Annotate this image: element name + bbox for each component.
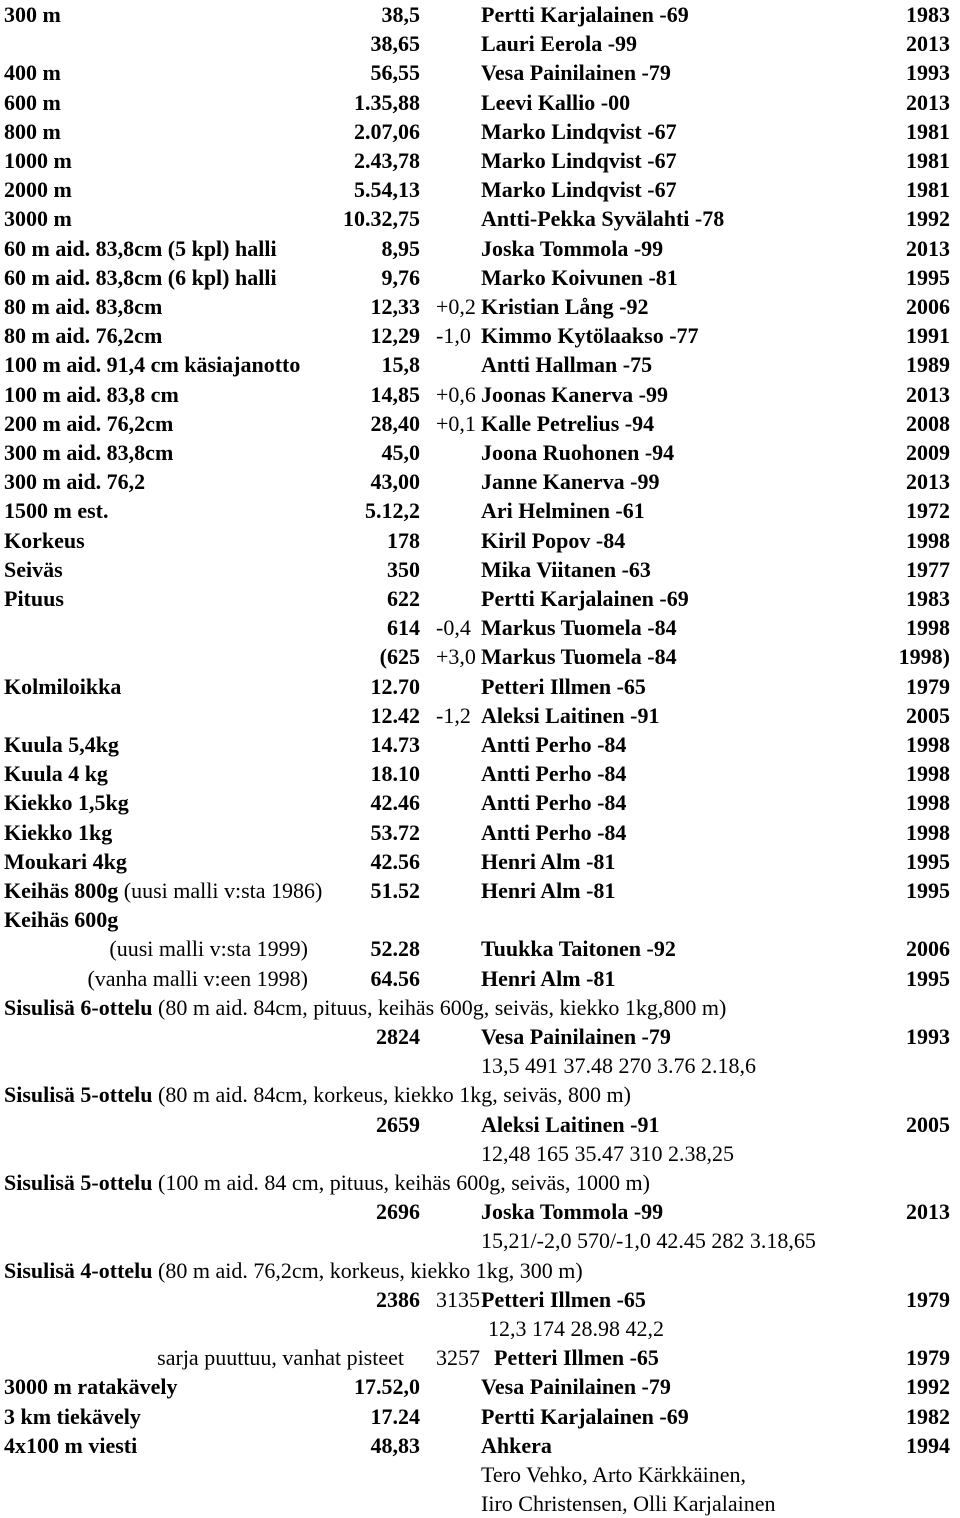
event-name: 400 m bbox=[4, 60, 61, 86]
year: 2006 bbox=[906, 294, 950, 319]
old-scoring-note: sarja puuttuu, vanhat pisteet bbox=[157, 1345, 404, 1371]
record-row bbox=[0, 788, 960, 817]
result: 14.73 bbox=[370, 732, 420, 757]
result: 2.07,06 bbox=[354, 118, 420, 144]
result: 8,95 bbox=[381, 235, 420, 261]
event-name: 1000 m bbox=[4, 148, 72, 173]
combined-name: Sisulisä 5-ottelu bbox=[4, 1170, 153, 1195]
athlete: Antti Perho -84 bbox=[481, 732, 627, 757]
year: 1993 bbox=[906, 60, 950, 86]
combined-result-row bbox=[0, 1110, 960, 1139]
combined-splits-row bbox=[0, 1314, 960, 1343]
event-name: 80 m aid. 76,2cm bbox=[4, 323, 163, 349]
year: 1998) bbox=[898, 644, 950, 670]
combined-result-row bbox=[0, 1285, 960, 1314]
result: 43,00 bbox=[370, 469, 420, 495]
event-name: Kiekko 1,5kg bbox=[4, 790, 129, 816]
old-scoring-row bbox=[0, 1343, 960, 1372]
athlete: Henri Alm -81 bbox=[481, 965, 616, 991]
points: 2696 bbox=[376, 1199, 420, 1225]
record-row bbox=[0, 672, 960, 701]
athlete: Antti-Pekka Syvälahti -78 bbox=[481, 206, 725, 232]
javelin600-row bbox=[0, 934, 960, 963]
athlete: Kimmo Kytölaakso -77 bbox=[481, 323, 699, 349]
year: 1998 bbox=[906, 527, 950, 553]
year: 2013 bbox=[906, 1199, 950, 1225]
event-name: 60 m aid. 83,8cm (6 kpl) halli bbox=[4, 264, 277, 290]
year: 2005 bbox=[906, 702, 950, 728]
record-row bbox=[0, 350, 960, 379]
result: 5.54,13 bbox=[354, 177, 420, 203]
result: 2.43,78 bbox=[354, 148, 420, 173]
record-row bbox=[0, 146, 960, 175]
event-name: Kolmiloikka bbox=[4, 673, 122, 699]
record-row bbox=[0, 847, 960, 876]
event-name: Keihäs 600g bbox=[4, 907, 119, 933]
record-row bbox=[0, 438, 960, 467]
combined-result-row bbox=[0, 1197, 960, 1226]
record-row bbox=[0, 29, 960, 58]
result: 10.32,75 bbox=[343, 206, 420, 232]
event-name: 300 m bbox=[4, 2, 61, 27]
wind-reading: -1,0 bbox=[436, 323, 471, 349]
year: 1981 bbox=[906, 148, 950, 173]
result: 12.70 bbox=[370, 673, 420, 699]
record-row bbox=[0, 701, 960, 730]
year: 1977 bbox=[906, 556, 950, 582]
year: 1994 bbox=[906, 1432, 950, 1458]
athlete: Vesa Painilainen -79 bbox=[481, 1374, 671, 1400]
result: 178 bbox=[387, 527, 420, 553]
event-name: Korkeus bbox=[4, 527, 85, 553]
result: 64.56 bbox=[370, 965, 420, 991]
record-row bbox=[0, 642, 960, 671]
result: 42.56 bbox=[370, 848, 420, 874]
year: 1979 bbox=[906, 673, 950, 699]
year: 1989 bbox=[906, 352, 950, 378]
event-name: Pituus bbox=[4, 586, 64, 611]
result: 48,83 bbox=[370, 1432, 420, 1458]
result: 45,0 bbox=[381, 440, 420, 465]
year: 1983 bbox=[906, 586, 950, 611]
athlete: Joonas Kanerva -99 bbox=[481, 381, 668, 407]
combined-splits-row bbox=[0, 1139, 960, 1168]
athlete: Marko Lindqvist -67 bbox=[481, 177, 677, 203]
athlete: Petteri Illmen -65 bbox=[481, 673, 646, 699]
athlete: Marko Koivunen -81 bbox=[481, 264, 678, 290]
athlete: Petteri Illmen -65 bbox=[481, 1286, 646, 1312]
year: 1998 bbox=[906, 819, 950, 845]
event-name: 2000 m bbox=[4, 177, 72, 203]
year: 1982 bbox=[906, 1403, 950, 1429]
athlete: Marko Lindqvist -67 bbox=[481, 118, 677, 144]
year: 1998 bbox=[906, 790, 950, 816]
year: 2013 bbox=[906, 31, 950, 57]
record-row bbox=[0, 876, 960, 905]
event-splits: 15,21/-2,0 570/-1,0 42.45 282 3.18,65 bbox=[481, 1228, 816, 1254]
combined-events: (80 m aid. 84cm, korkeus, kiekko 1kg, seiväs, 800 m) bbox=[152, 1082, 631, 1108]
combined-name: Sisulisä 4-ottelu bbox=[4, 1257, 153, 1283]
points: 2824 bbox=[376, 1024, 420, 1049]
record-row bbox=[0, 263, 960, 292]
athlete: Henri Alm -81 bbox=[481, 848, 616, 874]
athlete: Kristian Lång -92 bbox=[481, 294, 649, 319]
athlete: Janne Kanerva -99 bbox=[481, 469, 660, 495]
combined-title bbox=[4, 1256, 583, 1285]
record-row bbox=[0, 321, 960, 350]
result: 38,5 bbox=[381, 2, 420, 27]
athlete: Antti Perho -84 bbox=[481, 790, 627, 816]
event-name: Kuula 5,4kg bbox=[4, 732, 119, 757]
record-row bbox=[0, 584, 960, 613]
result: (625 bbox=[379, 644, 420, 670]
athlete: Aleksi Laitinen -91 bbox=[481, 1111, 660, 1137]
result: 53.72 bbox=[370, 819, 420, 845]
event-name: 4x100 m viesti bbox=[4, 1432, 138, 1458]
year: 1998 bbox=[906, 732, 950, 757]
combined-heading-row bbox=[0, 1168, 960, 1197]
result: 614 bbox=[387, 615, 420, 641]
year: 1981 bbox=[906, 177, 950, 203]
event-splits: 12,48 165 35.47 310 2.38,25 bbox=[481, 1140, 734, 1166]
athlete: Pertti Karjalainen -69 bbox=[481, 586, 689, 611]
result: 622 bbox=[387, 586, 420, 611]
athlete: Vesa Painilainen -79 bbox=[481, 60, 671, 86]
record-row bbox=[0, 88, 960, 117]
combined-splits-row bbox=[0, 1051, 960, 1080]
record-row bbox=[0, 1402, 960, 1431]
athlete: Joona Ruohonen -94 bbox=[481, 440, 675, 465]
result: 17.24 bbox=[370, 1403, 420, 1429]
year: 1995 bbox=[906, 965, 950, 991]
team-name: Ahkera bbox=[481, 1432, 552, 1458]
relay-members: Iiro Christensen, Olli Karjalainen bbox=[481, 1491, 776, 1517]
javelin600-row bbox=[0, 964, 960, 993]
year: 1998 bbox=[906, 615, 950, 641]
year: 1983 bbox=[906, 2, 950, 27]
event-name: 100 m aid. 91,4 cm käsiajanotto bbox=[4, 352, 301, 378]
combined-splits-row bbox=[0, 1226, 960, 1255]
record-row bbox=[0, 0, 960, 29]
combined-result-row bbox=[0, 1022, 960, 1051]
combined-events: (80 m aid. 76,2cm, korkeus, kiekko 1kg, 300 m) bbox=[152, 1257, 583, 1283]
record-row bbox=[0, 380, 960, 409]
result: 5.12,2 bbox=[365, 498, 420, 524]
year: 1972 bbox=[906, 498, 950, 524]
wind-reading: +0,1 bbox=[436, 410, 476, 436]
athlete: Vesa Painilainen -79 bbox=[481, 1024, 671, 1049]
event-name: 3000 m bbox=[4, 206, 72, 232]
athlete: Marko Lindqvist -67 bbox=[481, 148, 677, 173]
record-row bbox=[0, 234, 960, 263]
event-name: 3000 m ratakävely bbox=[4, 1374, 178, 1400]
result: 14,85 bbox=[370, 381, 420, 407]
year: 1995 bbox=[906, 878, 950, 903]
combined-title bbox=[4, 1080, 631, 1109]
combined-heading-row bbox=[0, 1080, 960, 1109]
record-row bbox=[0, 58, 960, 87]
athlete: Ari Helminen -61 bbox=[481, 498, 645, 524]
wind-reading: -1,2 bbox=[436, 702, 471, 728]
event-label: Keihäs 800g bbox=[4, 878, 119, 903]
combined-title bbox=[4, 993, 726, 1022]
athlete: Mika Viitanen -63 bbox=[481, 556, 651, 582]
record-row bbox=[0, 292, 960, 321]
result: 17.52,0 bbox=[354, 1374, 420, 1400]
event-name: 600 m bbox=[4, 89, 61, 115]
record-row bbox=[0, 467, 960, 496]
relay-members-row bbox=[0, 1489, 960, 1518]
combined-name: Sisulisä 5-ottelu bbox=[4, 1082, 153, 1108]
athlete: Antti Hallman -75 bbox=[481, 352, 653, 378]
record-row bbox=[0, 204, 960, 233]
event-name: 60 m aid. 83,8cm (5 kpl) halli bbox=[4, 235, 277, 261]
year: 1998 bbox=[906, 761, 950, 787]
result: 52.28 bbox=[370, 936, 420, 962]
javelin600-heading-row bbox=[0, 905, 960, 934]
athlete: Antti Perho -84 bbox=[481, 819, 627, 845]
year: 1995 bbox=[906, 848, 950, 874]
record-row bbox=[0, 555, 960, 584]
athlete: Antti Perho -84 bbox=[481, 761, 627, 787]
record-row bbox=[0, 526, 960, 555]
relay-row bbox=[0, 1431, 960, 1460]
combined-heading-row bbox=[0, 993, 960, 1022]
athlete: Henri Alm -81 bbox=[481, 878, 616, 903]
athlete: Kalle Petrelius -94 bbox=[481, 410, 655, 436]
result: 15,8 bbox=[381, 352, 420, 378]
relay-members: Tero Vehko, Arto Kärkkäinen, bbox=[481, 1462, 747, 1487]
wind-reading: +0,6 bbox=[436, 381, 476, 407]
event-name: 300 m aid. 83,8cm bbox=[4, 440, 174, 465]
event-name: 80 m aid. 83,8cm bbox=[4, 294, 163, 319]
event-name: 1500 m est. bbox=[4, 498, 109, 524]
event-name: 800 m bbox=[4, 118, 61, 144]
year: 1992 bbox=[906, 206, 950, 232]
event-name: 200 m aid. 76,2cm bbox=[4, 410, 174, 436]
year: 1993 bbox=[906, 1024, 950, 1049]
year: 2006 bbox=[906, 936, 950, 962]
athlete: Petteri Illmen -65 bbox=[494, 1345, 659, 1371]
year: 1995 bbox=[906, 264, 950, 290]
year: 2013 bbox=[906, 469, 950, 495]
result: 350 bbox=[387, 556, 420, 582]
result: 42.46 bbox=[370, 790, 420, 816]
combined-heading-row bbox=[0, 1256, 960, 1285]
record-row bbox=[0, 759, 960, 788]
year: 2008 bbox=[906, 410, 950, 436]
athlete: Aleksi Laitinen -91 bbox=[481, 702, 660, 728]
record-row bbox=[0, 613, 960, 642]
relay-members-row bbox=[0, 1460, 960, 1489]
event-name: Moukari 4kg bbox=[4, 848, 127, 874]
record-row bbox=[0, 1372, 960, 1401]
wind-reading: -0,4 bbox=[436, 615, 471, 641]
event-name: Kiekko 1kg bbox=[4, 819, 113, 845]
record-row bbox=[0, 409, 960, 438]
model-note: (uusi malli v:sta 1999) bbox=[109, 936, 308, 962]
year: 2013 bbox=[906, 381, 950, 407]
record-row bbox=[0, 730, 960, 759]
result: 28,40 bbox=[370, 410, 420, 436]
athlete: Kiril Popov -84 bbox=[481, 527, 626, 553]
year: 2005 bbox=[906, 1111, 950, 1137]
combined-title bbox=[4, 1168, 650, 1197]
year: 2013 bbox=[906, 235, 950, 261]
wind-reading: +0,2 bbox=[436, 294, 476, 319]
result: 12,33 bbox=[370, 294, 420, 319]
old-points: 3257 bbox=[436, 1345, 480, 1371]
athlete: Markus Tuomela -84 bbox=[481, 644, 677, 670]
result: 1.35,88 bbox=[354, 89, 420, 115]
result: 9,76 bbox=[381, 264, 420, 290]
athlete: Tuukka Taitonen -92 bbox=[481, 936, 676, 962]
old-points: 3135 bbox=[436, 1286, 480, 1312]
athlete: Joska Tommola -99 bbox=[481, 235, 664, 261]
year: 1991 bbox=[906, 323, 950, 349]
event-note: (uusi malli v:sta 1986) bbox=[118, 878, 323, 903]
record-row bbox=[0, 175, 960, 204]
event-splits: 12,3 174 28.98 42,2 bbox=[488, 1316, 664, 1341]
result: 38,65 bbox=[370, 31, 420, 57]
event-name: 300 m aid. 76,2 bbox=[4, 469, 146, 495]
year: 2009 bbox=[906, 440, 950, 465]
athlete: Joska Tommola -99 bbox=[481, 1199, 664, 1225]
record-row bbox=[0, 117, 960, 146]
year: 1981 bbox=[906, 118, 950, 144]
result: 56,55 bbox=[370, 60, 420, 86]
combined-events: (80 m aid. 84cm, pituus, keihäs 600g, seiväs, kiekko 1kg,800 m) bbox=[152, 994, 727, 1020]
athlete: Pertti Karjalainen -69 bbox=[481, 1403, 689, 1429]
year: 2013 bbox=[906, 89, 950, 115]
wind-reading: +3,0 bbox=[436, 644, 476, 670]
points: 2659 bbox=[376, 1111, 420, 1137]
model-note: (vanha malli v:een 1998) bbox=[87, 965, 308, 991]
event-splits: 13,5 491 37.48 270 3.76 2.18,6 bbox=[481, 1053, 756, 1079]
athlete: Pertti Karjalainen -69 bbox=[481, 2, 689, 27]
record-row bbox=[0, 818, 960, 847]
athlete: Markus Tuomela -84 bbox=[481, 615, 677, 641]
result: 12,29 bbox=[370, 323, 420, 349]
result: 51.52 bbox=[370, 878, 420, 903]
year: 1979 bbox=[906, 1345, 950, 1371]
event-name: Kuula 4 kg bbox=[4, 761, 108, 787]
event-name: Seiväs bbox=[4, 556, 63, 582]
year: 1979 bbox=[906, 1286, 950, 1312]
result: 12.42 bbox=[370, 702, 420, 728]
record-row bbox=[0, 496, 960, 525]
event-name: 100 m aid. 83,8 cm bbox=[4, 381, 179, 407]
athlete: Lauri Eerola -99 bbox=[481, 31, 638, 57]
combined-name: Sisulisä 6-ottelu bbox=[4, 994, 153, 1020]
points: 2386 bbox=[376, 1286, 420, 1312]
result: 18.10 bbox=[370, 761, 420, 787]
athlete: Leevi Kallio -00 bbox=[481, 89, 631, 115]
combined-events: (100 m aid. 84 cm, pituus, keihäs 600g, seiväs, 1000 m) bbox=[152, 1170, 650, 1195]
event-name bbox=[4, 876, 322, 905]
event-name: 3 km tiekävely bbox=[4, 1403, 141, 1429]
year: 1992 bbox=[906, 1374, 950, 1400]
